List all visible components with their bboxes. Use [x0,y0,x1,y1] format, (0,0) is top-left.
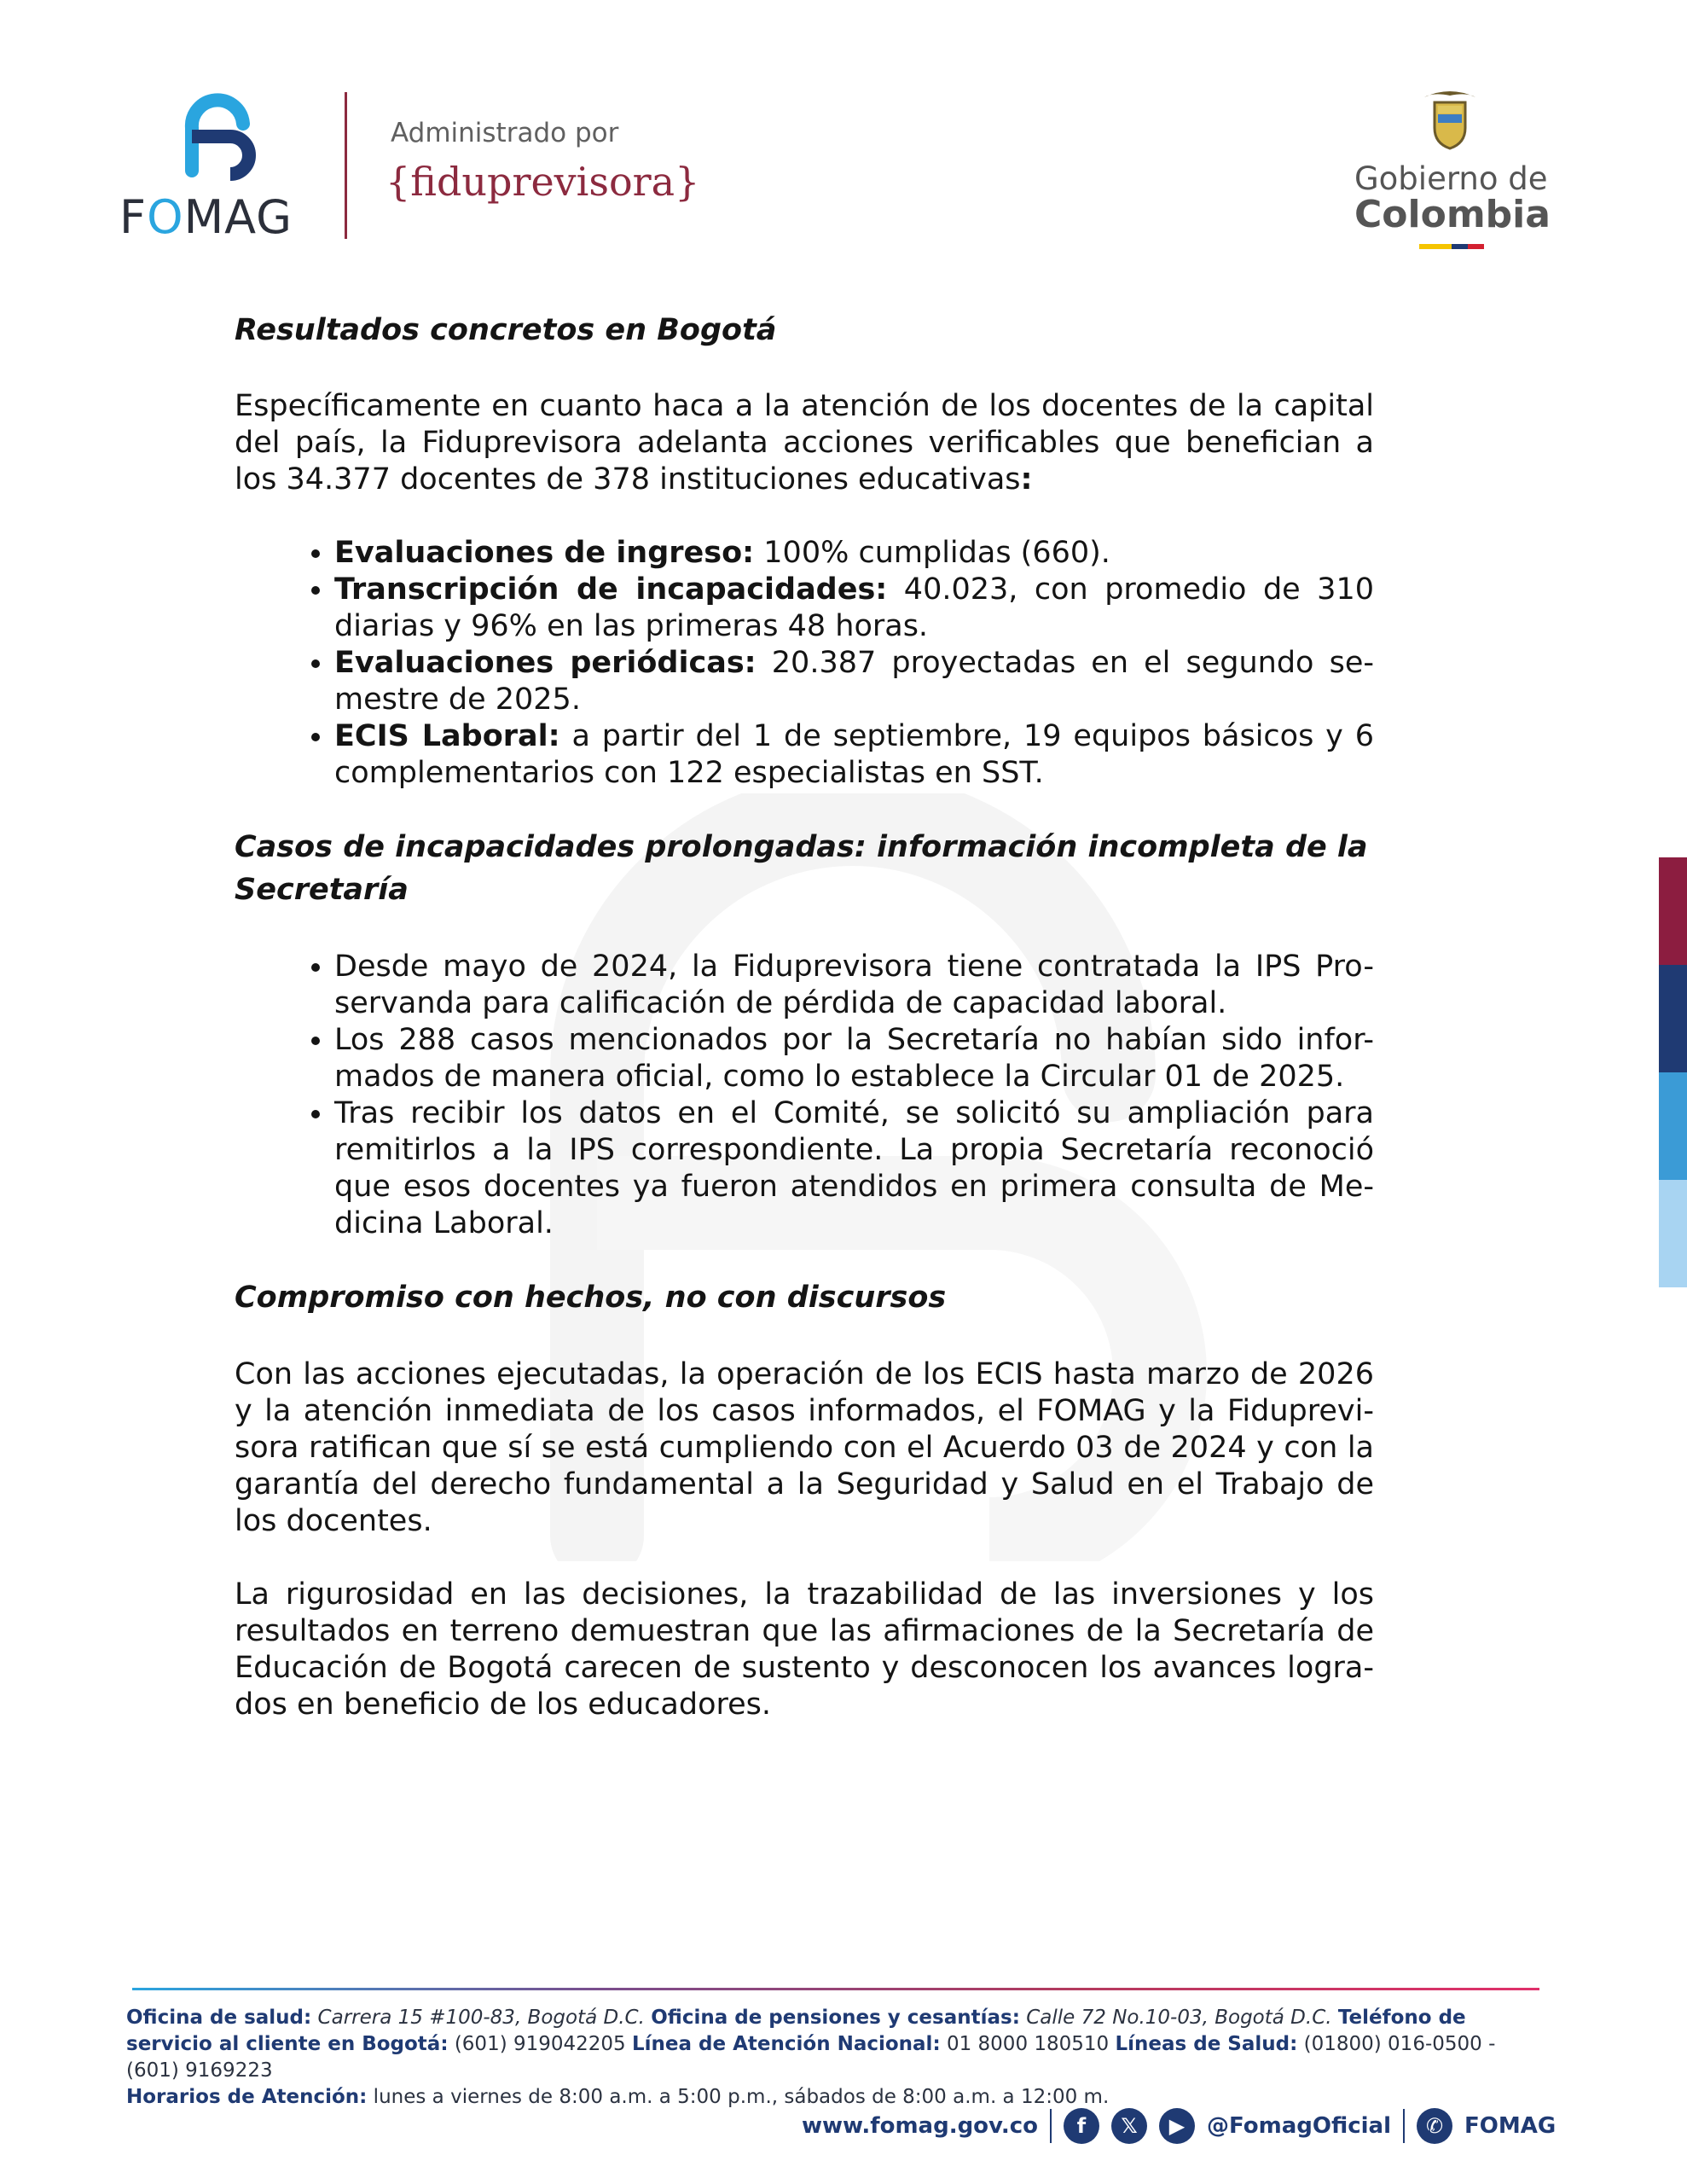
fomag-logo [119,90,316,243]
list-item-text: a partir del 1 de septiembre, 19 equipos básicos y 6 complementarios con 122 especialistas en SST. [334,719,1374,790]
footer-value: 01 8000 180510 [940,2033,1116,2055]
footer-value: lunes a viernes de 8:00 a.m. a 5:00 p.m., sábados de 8:00 a.m. a 12:00 m. [367,2086,1110,2108]
list-item [334,535,1374,572]
footer-value: Calle 72 No.10-03, Bogotá D.C. [1019,2007,1338,2029]
fiduprevisora-logo: {fiduprevisora} [386,159,700,205]
whatsapp-label[interactable]: FOMAG [1464,2113,1557,2139]
list-item [334,572,1374,645]
flag-stripe [1419,244,1484,249]
section-title-commitment: Compromiso con hechos, no con discursos [235,1281,947,1315]
coat-of-arms-icon [1416,85,1484,154]
commitment-paragraph-1: Con las acciones ejecutadas, la operación de los ECIS hasta marzo de 2026 y la atención inmediata de los casos informados, el FOMAG y la Fiduprevi-sora ratifican que sí se está cumpliendo con el Acuerdo 03 de 2024 y con la garantía del derecho fundamental a la Seguridad y Salud en el Trabajo de los docentes. [235,1357,1374,1538]
x-twitter-icon[interactable]: 𝕏 [1111,2108,1147,2144]
flag-red [1468,244,1484,249]
list-item-text: 20.387 proyectadas en el segundo se-mestre de 2025. [334,646,1374,717]
results-intro-paragraph [235,388,1374,498]
social-handle[interactable]: @FomagOficial [1207,2113,1392,2139]
section-title-results: Resultados concretos en Bogotá [235,313,777,347]
results-intro-colon: : [1020,462,1033,497]
fomag-emblem-icon [171,90,264,183]
cases-list [235,949,1374,1242]
administered-by-label: Administrado por [391,118,619,148]
fomag-letters-mag: MAG [183,190,293,244]
header-divider [345,92,347,239]
flag-yellow [1419,244,1452,249]
footer-label: Línea de Atención Nacional: [632,2033,941,2055]
list-item [334,718,1374,792]
list-item [334,645,1374,718]
commitment-paragraph-2: La rigurosidad en las decisiones, la trazabilidad de las inversiones y los resultados en terreno demuestran que las afirmaciones de la Secretaría de Educación de Bogotá carecen de sustento y desconocen los avances logra-dos en beneficio de los educadores. [235,1577,1374,1722]
fomag-letter-o: O [147,190,184,244]
list-item-label: Evaluaciones periódicas: [334,646,757,680]
whatsapp-icon[interactable]: ✆ [1417,2108,1452,2144]
gov-line-2: Colombia [1354,193,1551,236]
footer-links [802,2107,1556,2145]
list-item: • Tras recibir los datos en el Comité, se solicitó su ampliación para remitirlos a la IPS correspondiente. La propia Secretaría reconoció que esos docentes ya fueron atendidos en primera consulta de Me-dicina Laboral. [334,1095,1374,1242]
side-bar-crimson [1659,857,1687,965]
side-bar-light-blue [1659,1180,1687,1287]
footer-label: Horarios de Atención: [126,2086,368,2108]
fomag-letter-f: F [119,190,148,244]
gov-line-1: Gobierno de [1354,160,1548,197]
flag-blue [1452,244,1468,249]
footer-label: Oficina de salud: [126,2007,312,2029]
footer-label: Líneas de Salud: [1115,2033,1298,2055]
footer-value: (01800) 016-0500 - (601) 9169223 [126,2033,1496,2082]
list-item: • Los 288 casos mencionados por la Secretaría no habían sido infor-mados de manera oficial, como lo establece la Circular 01 de 2025. [334,1022,1374,1095]
press-release-body [235,309,1374,1723]
side-color-bars [1659,857,1687,1287]
results-intro-text: Específicamente en cuanto haca a la atención de los docentes de la capital del país, la Fiduprevisora adelanta acciones verificables que benefician a los 34.377 docentes de 378 instituciones educativas [235,389,1374,497]
list-item-label: ECIS Laboral: [334,719,560,753]
list-item-text: 40.023, con promedio de 310 diarias y 96% en las primeras 48 horas. [334,572,1374,643]
list-item: • Desde mayo de 2024, la Fiduprevisora tiene contratada la IPS Pro-servanda para calificación de pérdida de capacidad laboral. [334,949,1374,1022]
side-bar-blue [1659,1072,1687,1180]
footer-separator [1050,2109,1052,2143]
list-item-label: Transcripción de incapacidades: [334,572,888,607]
footer-divider [132,1988,1539,1990]
footer-value: Carrera 15 #100-83, Bogotá D.C. [311,2007,652,2029]
youtube-icon[interactable]: ▶ [1159,2108,1195,2144]
section-title-cases: Casos de incapacidades prolongadas: información incompleta de la Secretaría [235,830,1368,907]
footer-label: Teléfono de servicio al cliente en Bogotá: [126,2007,1466,2055]
facebook-icon[interactable]: f [1064,2108,1099,2144]
fomag-wordmark [119,190,293,244]
list-item-text: 100% cumplidas (660). [754,536,1110,570]
website-link[interactable]: www.fomag.gov.co [802,2113,1039,2139]
footer-contact-info [126,2005,1551,2111]
results-list [235,535,1374,792]
footer-label: Oficina de pensiones y cesantías: [651,2007,1020,2029]
side-bar-navy [1659,965,1687,1072]
footer-separator [1403,2109,1405,2143]
list-item-label: Evaluaciones de ingreso: [334,536,755,570]
gobierno-colombia-logo [1348,85,1552,256]
footer-value: (601) 919042205 [448,2033,632,2055]
